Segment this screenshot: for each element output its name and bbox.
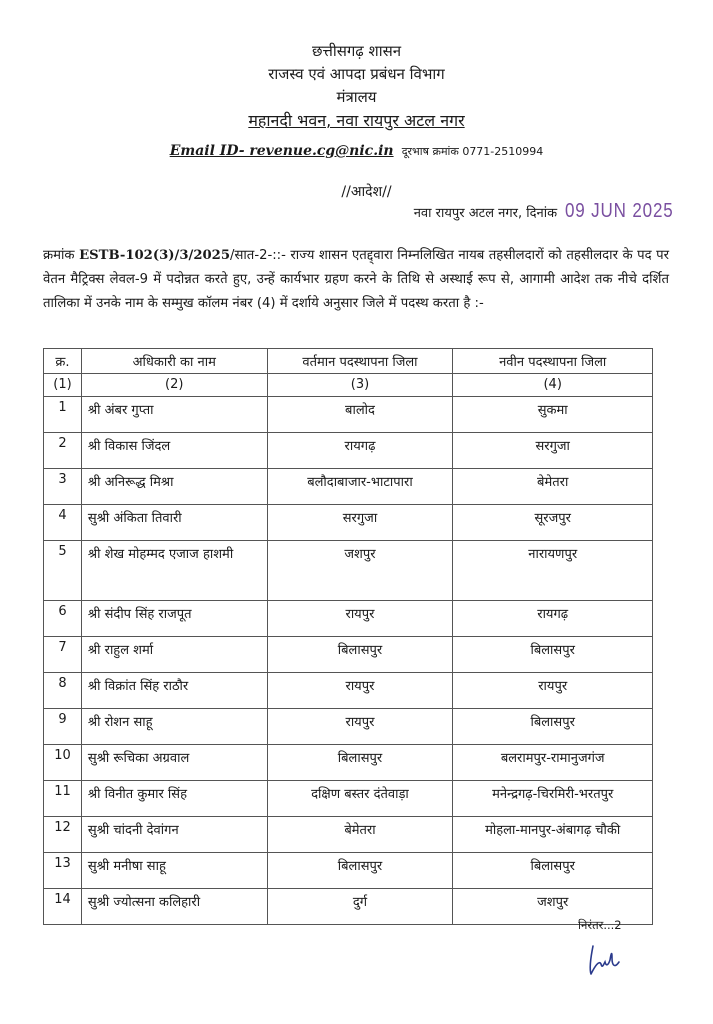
- table-row: [44, 397, 653, 433]
- serial-number-cell: 2: [44, 433, 82, 469]
- new-district-cell: जशपुर: [453, 889, 653, 925]
- current-district-cell: बिलासपुर: [267, 745, 453, 781]
- new-district-cell: बलरामपुर-रामानुजगंज: [453, 745, 653, 781]
- serial-number-cell: 10: [44, 745, 82, 781]
- new-district-cell: सुकमा: [453, 397, 653, 433]
- officer-name-cell: श्री विनीत कुमार सिंह: [81, 781, 267, 817]
- place-date-prefix: नवा रायपुर अटल नगर, दिनांक: [413, 206, 558, 221]
- current-district-cell: जशपुर: [267, 541, 453, 601]
- officer-name-cell: श्री अंबर गुप्ता: [81, 397, 267, 433]
- new-district-cell: सूरजपुर: [453, 505, 653, 541]
- department-heading: राजस्व एवं आपदा प्रबंधन विभाग: [268, 65, 445, 83]
- government-heading: छत्तीसगढ़ शासन: [311, 42, 402, 60]
- serial-number-cell: 12: [44, 817, 82, 853]
- table-row: [44, 637, 653, 673]
- current-district-cell: बिलासपुर: [267, 853, 453, 889]
- officer-name-cell: श्री शेख मोहम्मद एजाज हाशमी: [81, 541, 267, 601]
- officer-name-cell: सुश्री ज्योत्सना कलिहारी: [81, 889, 267, 925]
- table-header-row: [44, 349, 653, 374]
- new-district-cell: सरगुजा: [453, 433, 653, 469]
- new-district-cell: रायगढ़: [453, 601, 653, 637]
- column-number: (4): [453, 374, 653, 397]
- table-row: [44, 673, 653, 709]
- current-district-cell: बालोद: [267, 397, 453, 433]
- order-body-text: /सात-2-::- राज्य शासन एतद्द्वारा निम्नलिखित नायब तहसीलदारों को तहसीलदार के पद पर वेतन मैट्रिक्स लेवल-9 में पदोन्नत करते हुए, उन्हें कार्यभार ग्रहण करने के तिथि से अस्थाई रूप से, आगामी आदेश तक नीचे दर्शित तालिका में उनके नाम के सम्मुख कॉलम नंबर (4) में दर्शाये अनुसार जिले में पदस्थ करता है :-: [43, 248, 669, 311]
- reference-prefix: क्रमांक: [43, 248, 75, 263]
- current-district-cell: बलौदाबाजार-भाटापारा: [267, 469, 453, 505]
- officer-name-cell: सुश्री मनीषा साहू: [81, 853, 267, 889]
- new-district-cell: रायपुर: [453, 673, 653, 709]
- continued-note: निरंतर...2: [578, 918, 622, 932]
- new-district-cell: बिलासपुर: [453, 637, 653, 673]
- table-row: [44, 709, 653, 745]
- new-district-cell: बेमेतरा: [453, 469, 653, 505]
- new-district-cell: मनेन्द्रगढ़-चिरमिरी-भरतपुर: [453, 781, 653, 817]
- new-district-cell: नारायणपुर: [453, 541, 653, 601]
- officer-name-cell: श्री विकास जिंदल: [81, 433, 267, 469]
- current-district-cell: बेमेतरा: [267, 817, 453, 853]
- new-district-cell: बिलासपुर: [453, 709, 653, 745]
- column-number-row: [44, 374, 653, 397]
- serial-number-cell: 11: [44, 781, 82, 817]
- new-district-cell: बिलासपुर: [453, 853, 653, 889]
- current-district-cell: दक्षिण बस्तर दंतेवाड़ा: [267, 781, 453, 817]
- table-row: [44, 469, 653, 505]
- table-row: [44, 505, 653, 541]
- current-district-cell: बिलासपुर: [267, 637, 453, 673]
- current-district-cell: रायगढ़: [267, 433, 453, 469]
- current-district-cell: दुर्ग: [267, 889, 453, 925]
- header-serial: क्र.: [44, 349, 82, 374]
- date-stamp: 09 JUN 2025: [565, 200, 674, 222]
- table-row: [44, 781, 653, 817]
- office-heading: मंत्रालय: [336, 88, 377, 106]
- serial-number-cell: 1: [44, 397, 82, 433]
- order-body: [43, 244, 669, 316]
- officer-name-cell: सुश्री रूचिका अग्रवाल: [81, 745, 267, 781]
- table-row: [44, 745, 653, 781]
- table-row: [44, 433, 653, 469]
- phone-number: दूरभाष क्रमांक 0771-2510994: [401, 145, 544, 158]
- table-row: [44, 601, 653, 637]
- current-district-cell: रायपुर: [267, 709, 453, 745]
- table-row: [44, 889, 653, 925]
- contact-line: [0, 143, 713, 159]
- current-district-cell: सरगुजा: [267, 505, 453, 541]
- officer-name-cell: श्री विक्रांत सिंह राठौर: [81, 673, 267, 709]
- serial-number-cell: 6: [44, 601, 82, 637]
- officer-name-cell: सुश्री चांदनी देवांगन: [81, 817, 267, 853]
- address-heading: महानदी भवन, नवा रायपुर अटल नगर: [248, 111, 465, 130]
- officer-name-cell: श्री अनिरूद्ध मिश्रा: [81, 469, 267, 505]
- table-row: [44, 817, 653, 853]
- signature-mark: [585, 940, 625, 980]
- column-number: (2): [81, 374, 267, 397]
- serial-number-cell: 14: [44, 889, 82, 925]
- officer-name-cell: श्री रोशन साहू: [81, 709, 267, 745]
- signature: [585, 940, 625, 984]
- order-title: //आदेश//: [341, 184, 392, 200]
- reference-number: ESTB-102(3)/3/2025: [79, 248, 231, 263]
- new-district-cell: मोहला-मानपुर-अंबागढ़ चौकी: [453, 817, 653, 853]
- serial-number-cell: 9: [44, 709, 82, 745]
- header-current-district: वर्तमान पदस्थापना जिला: [267, 349, 453, 374]
- serial-number-cell: 4: [44, 505, 82, 541]
- table-row: [44, 853, 653, 889]
- officer-name-cell: श्री संदीप सिंह राजपूत: [81, 601, 267, 637]
- serial-number-cell: 5: [44, 541, 82, 601]
- serial-number-cell: 8: [44, 673, 82, 709]
- officer-name-cell: श्री राहुल शर्मा: [81, 637, 267, 673]
- current-district-cell: रायपुर: [267, 673, 453, 709]
- header-new-district: नवीन पदस्थापना जिला: [453, 349, 653, 374]
- officer-name-cell: सुश्री अंकिता तिवारी: [81, 505, 267, 541]
- table-row: [44, 541, 653, 601]
- serial-number-cell: 3: [44, 469, 82, 505]
- serial-number-cell: 7: [44, 637, 82, 673]
- column-number: (1): [44, 374, 82, 397]
- place-date-line: [414, 200, 693, 223]
- current-district-cell: रायपुर: [267, 601, 453, 637]
- posting-table: [43, 348, 653, 925]
- header-officer-name: अधिकारी का नाम: [81, 349, 267, 374]
- column-number: (3): [267, 374, 453, 397]
- email-link[interactable]: Email ID- revenue.cg@nic.in: [169, 143, 394, 159]
- serial-number-cell: 13: [44, 853, 82, 889]
